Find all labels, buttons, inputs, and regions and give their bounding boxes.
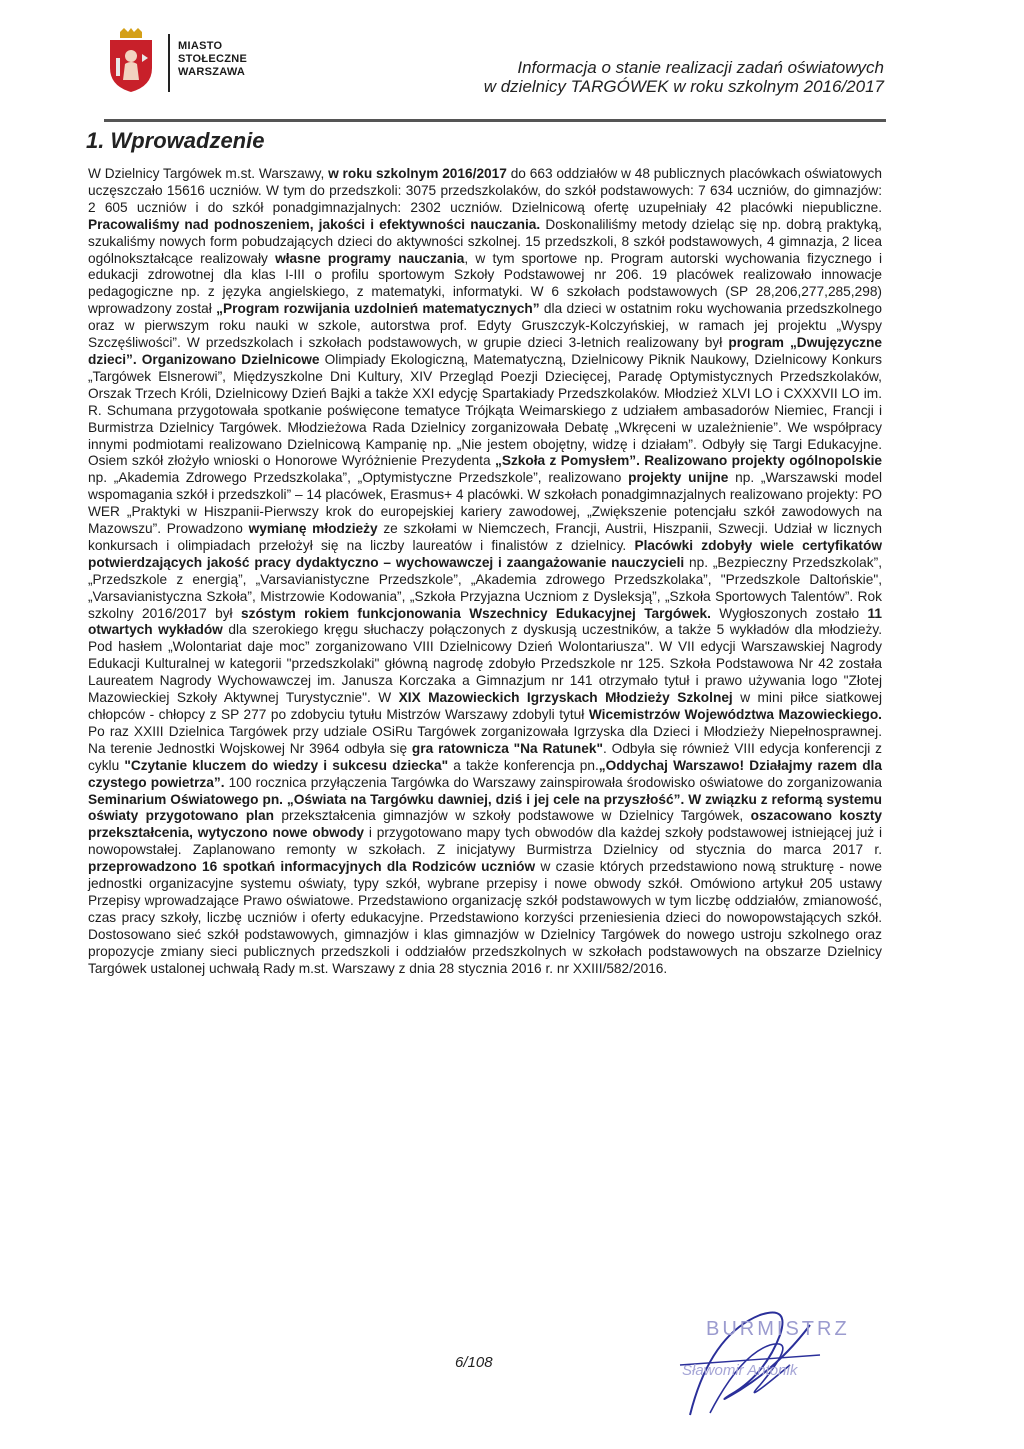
city-line: MIASTO	[178, 40, 223, 52]
report-header-line-1: Informacja o stanie realizacji zadań oświatowych	[517, 58, 884, 77]
body-bold-run: „Oddychaj Warszawo! Działajmy razem dla czystego powietrza”.	[88, 757, 882, 790]
body-run: a także konferencja pn.	[448, 757, 599, 773]
body-run: , w tym sportowe np. Program autorski wychowania fizycznego i edukacji zdrowotnej dla klas I-III o profilu sportowym Szkoły Podstawowej nr 206. 19 placówek realizowało innowacje pedagogiczne np. z języka angielskiego, z matematyki, informatyki. W 6 szkołach podstawowych (SP 28,206,277,285,298) wprowadzony został	[88, 250, 883, 317]
body-run: Po raz XXIII Dzielnica Targówek przy udziale OSiRu Targówek zorganizowała Igrzyska dla Dzieci i Młodzieży Niepełnosprawnej. Na terenie Jednostki Wojskowej Nr 3964 odbyła się	[88, 723, 882, 756]
body-bold-run: oszacowano koszty przekształcenia, wytyczono nowe obwody	[88, 808, 882, 841]
report-header-line-2: w dzielnicy TARGÓWEK w roku szkolnym 2016/2017	[483, 77, 884, 96]
body-run: dla dzieci w ostatnim roku wychowania przedszkolnego oraz w pierwszym roku nauki w szkole, autorstwa prof. Edyty Gruszczyk-Kolczyńskiej, w ramach jej projektu „Wyspy Szczęśliwości”. W przedszkolach i szkołach podstawowych, w grupie dzieci 3-letnich realizowany był	[88, 301, 882, 351]
body-run: W Dzielnicy Targówek m.st. Warszawy,	[88, 166, 329, 181]
body-bold-run: Placówki zdobyły wiele certyfikatów potwierdzających jakość pracy dydaktyczno – wychowawczej i zaangażowanie nauczycieli	[88, 537, 882, 570]
body-bold-run: przeprowadzono 16 spotkań informacyjnych dla Rodziców uczniów	[88, 859, 536, 875]
body-bold-run: Pracowaliśmy nad podnoszeniem, jakości i efektywności nauczania.	[88, 216, 541, 232]
body-run: np. „Bezpieczny Przedszkolak”, „Przedszkole z energią”, „Varsavianistyczne Przedszkole”, „Akademia zdrowego Przedszkolaka”, "Przedszkole Daltońskie", „Varsavianistyczna Szkoła”, Mistrzowie Kodowania”, „Szkoła Przyjazna Uczniom z Dysleksją”, „Szkoła Sportowych Talentów”. Rok szkolny 2016/2017 był	[88, 554, 882, 621]
body-run: do 663 oddziałów w 48 publicznych placówkach oświatowych uczęszczało 15616 uczniów. W tym do przedszkoli: 3075 przedszkolaków, do szkół podstawowych: 7 634 uczniów, do gimnazjów: 2 605 uczniów i do szkół ponadgimnazjalnych: 2302 uczniów. Dzielnicową ofertę uzupełniały 42 placówki niepubliczne.	[88, 166, 882, 215]
body-bold-run: wymianę młodzieży	[248, 521, 378, 537]
section-title: 1. Wprowadzenie	[86, 128, 265, 153]
page-number: 6/108	[455, 1354, 493, 1371]
body-bold-run: Wicemistrzów Województwa Mazowieckiego.	[588, 707, 882, 722]
body-bold-run: projekty unijne	[628, 470, 729, 486]
body-run: w czasie których przedstawiono nową strukturę - nowe jednostki organizacyjne systemu oświaty, typy szkół, wybrane przepisy i nowe obwody szkół. Omówiono artykuł 205 ustawy Przepisy wprowadzające Prawo oświatowe. Przedstawiono organizację szkół podstawowych w tym liczbę oddziałów, zmianowość, czas pracy szkoły, liczbę uczniów i oferty edukacyjne. Przedstawiono korzyści przeniesienia dzieci do nowopowstających szkół. Dostosowano sieć szkół podstawowych, gimnazjów i klas gimnazjów w Dzielnicy Targówek do nowego ustroju szkolnego oraz propozycje zmiany sieci publicznych przedszkoli i oddziałów przedszkolnych w szkołach podstawowych na obszarze Dzielnicy Targówek ustalonej uchwałą Rady m.st. Warszawy z dnia 28 stycznia 2016 r. nr XXIII/582/2016.	[88, 859, 883, 976]
stamp-title: BURMISTRZ	[706, 1318, 850, 1340]
city-logo-text	[178, 40, 247, 79]
body-bold-run: 11 otwartych wykładów	[88, 605, 882, 638]
body-run: przekształcenia gimnazjów w szkoły podstawowe w Dzielnicy Targówek,	[273, 808, 751, 824]
body-run: np. „Warszawski model wspomagania szkół i przedszkoli” – 14 placówek, Erasmus+ 4 placówki. W szkołach ponadgimnazjalnych realizowano projekty: PO WER „Praktyki w Hiszpanii-Pierwszy krok do europejskiej kariery zawodowej, „Zwiększenie potencjału szkół zawodowych na Mazowszu”. Prowadzono	[88, 470, 882, 537]
body-run: dla szerokiego kręgu słuchaczy połączonych z dyskusją uczestników, a także 5 wykładów dla młodzieży. Pod hasłem „Wolontariat daje moc” zorganizowano VIII Dzielnicowy Dzień Wolontariusza". W VII edycji Warszawskiej Nagrody Edukacji Kulturalnej w kategorii "przedszkolaki" główną nagrodę zdobyło Przedszkole nr 125. Szkoła Podstawowa Nr 42 została Laureatem Nagrody Wychowawczej im. Janusza Korczaka a Gimnazjum nr 141 otrzymało tytuł i prawo używania logo "Złotej Mazowieckiej Szkoły Aktywnej Turystycznie". W	[88, 622, 883, 706]
body-run: ze szkołami w Niemczech, Francji, Austrii, Hiszpanii, Szwecji. Udział w licznych konkursach i olimpiadach przełożył się na liczby laureatów i finalistów z dzielnicy.	[88, 521, 882, 553]
body-bold-run: własne programy nauczania	[275, 250, 465, 266]
body-bold-run: „Szkoła z Pomysłem”. Realizowano projekty ogólnopolskie	[494, 453, 882, 469]
body-run: Doskonaliliśmy metody dzieląc się np. dobrą praktyką, szukaliśmy nowych form pobudzających dzieci do aktywności szkolnej. 15 przedszkoli, 8 szkół podstawowych, 4 gimnazja, 2 licea ogólnokształcące realizowały	[88, 216, 882, 266]
warsaw-coat-of-arms-icon	[106, 28, 156, 92]
body-run: 100 rocznica przyłączenia Targówka do Warszawy zainspirowała środowisko oświatowe do zorganizowania	[224, 774, 882, 790]
body-bold-run: w roku szkolnym 2016/2017	[328, 166, 507, 181]
body-run: w mini piłce siatkowej chłopców - chłopcy z SP 277 po zdobyciu tytułu Mistrzów Warszawy zdobyli tytuł	[88, 690, 882, 722]
body-bold-run: szóstym rokiem funkcjonowania Wszechnicy Edukacyjnej Targówek.	[240, 605, 711, 621]
body-run: . Odbyła się również VIII edycja konferencji z cyklu	[88, 740, 882, 773]
city-line: WARSZAWA	[178, 66, 246, 78]
body-bold-run: gra ratownicza "Na Ratunek"	[411, 740, 604, 756]
body-bold-run: „Program rozwijania uzdolnień matematycznych”	[216, 301, 540, 317]
city-line: STOŁECZNE	[178, 53, 248, 65]
signature-icon	[670, 1295, 840, 1425]
header-divider	[104, 119, 886, 122]
body-paragraph	[88, 166, 882, 978]
body-bold-run: program „Dwujęzyczne dzieci”. Organizowano Dzielnicowe	[88, 335, 883, 367]
body-bold-run: "Czytanie kluczem do wiedzy i sukcesu dziecka"	[124, 757, 449, 773]
body-run: Wygłoszonych zostało	[710, 605, 868, 621]
logo-divider	[168, 34, 170, 92]
body-run: Olimpiady Ekologiczną, Matematyczną, Dzielnicowy Piknik Naukowy, Dzielnicowy Konkurs „Targówek Elsnerowi”, Międzyszkolne Dni Kultury, XIV Przegląd Poezji Dziecięcej, Paradę Optymistycznych Przedszkolaków, Orszak Trzech Króli, Dzielnicowy Dzień Bajki a także XXI edycję Spartakiady Przedszkolaków. Młodzież XLVI LO i CXXXVII LO im. R. Schumana przygotowała spotkanie poświęcone tematyce Trójkąta Weimarskiego z udziałem ambasadorów Niemiec, Francji i Burmistrza Dzielnicy Targówek. Młodzieżowa Rada Dzielnicy zorganizowała Debatę „Wkręceni w uzależnienie”. We współpracy innymi podmiotami realizowano Dzielnicową Kampanię np. „Nie jestem obojętny, widzę i działam”. Odbyły się Targi Edukacyjne. Osiem szkół złożyło wnioski o Honorowe Wyróżnienie Prezydenta	[88, 351, 882, 469]
body-bold-run: Seminarium Oświatowego pn. „Oświata na Targówku dawniej, dziś i jej cele na przyszłość”. W związku z reformą systemu oświaty przygotowano plan	[88, 791, 882, 824]
body-bold-run: XIX Mazowieckich Igrzyskach Młodzieży Szkolnej	[398, 690, 733, 706]
stamp-name: Sławomir Antonik	[682, 1362, 798, 1379]
body-run: i przygotowano mapy tych obwodów dla każdej szkoły podstawowej istniejącej już i nowopowstałej. Zaplanowano remonty w szkołach. Z inicjatywy Burmistrza Dzielnicy od stycznia do marca 2017 r.	[88, 825, 882, 858]
body-run: np. „Akademia Zdrowego Przedszkolaka”, „Optymistyczne Przedszkole”, realizowano	[88, 470, 629, 486]
report-header	[484, 58, 884, 96]
